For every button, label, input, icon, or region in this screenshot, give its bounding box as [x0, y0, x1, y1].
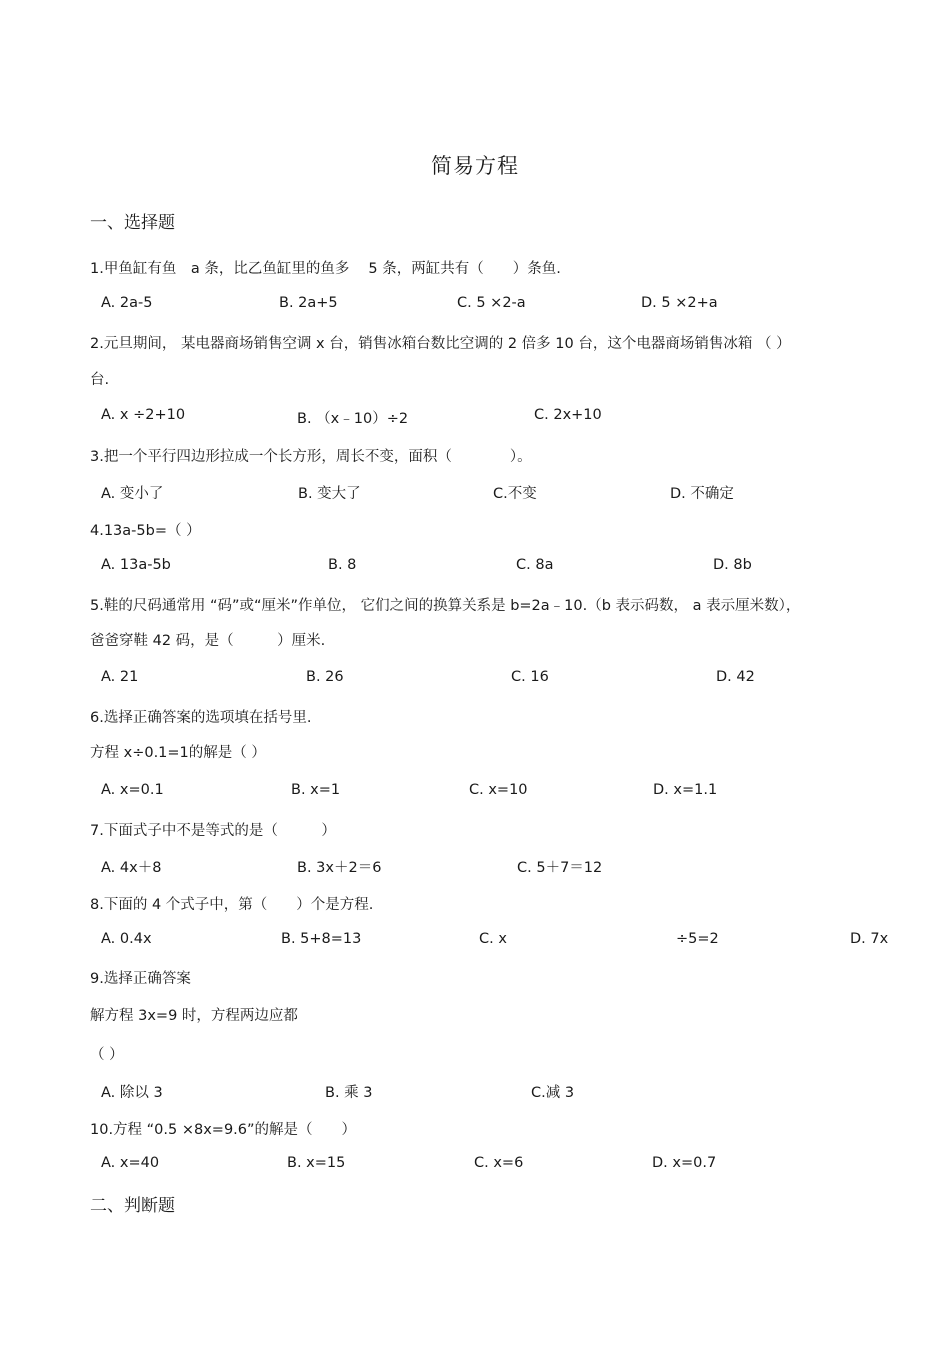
question-10-option-c[interactable]: C. x=6 [474, 1155, 524, 1171]
question-1-option-d[interactable]: D. 5 ×2+a [641, 295, 718, 311]
question-5-option-a[interactable]: A. 21 [101, 669, 139, 685]
section-heading-choice: 一、选择题 [90, 213, 175, 233]
question-9-option-a[interactable]: A. 除以 3 [101, 1085, 163, 1101]
question-2-option-a[interactable]: A. x ÷2+10 [101, 407, 186, 423]
question-10-option-d[interactable]: D. x=0.7 [652, 1155, 717, 1171]
question-1-option-c[interactable]: C. 5 ×2-a [457, 295, 526, 311]
question-6-option-a[interactable]: A. x=0.1 [101, 782, 164, 798]
question-5-option-b[interactable]: B. 26 [306, 669, 344, 685]
question-5-text: 5.鞋的尺码通常用 “码”或“厘米”作单位， 它们之间的换算关系是 b=2a﹣10.（b 表示码数， a 表示厘米数）， [90, 598, 801, 614]
question-6-option-b[interactable]: B. x=1 [291, 782, 341, 798]
question-3-text: 3.把一个平行四边形拉成一个长方形，周长不变，面积（ ）。 [90, 449, 532, 465]
question-6-text-cont: 方程 x÷0.1=1的解是（ ） [90, 745, 266, 761]
question-5-option-c[interactable]: C. 16 [511, 669, 549, 685]
question-8-text: 8.下面的 4 个式子中，第（ ）个是方程. [90, 897, 374, 913]
question-8-option-c-tail: ÷5=2 [676, 931, 719, 947]
question-9-option-b[interactable]: B. 乘 3 [325, 1085, 373, 1101]
question-1-option-b[interactable]: B. 2a+5 [279, 295, 338, 311]
question-10-option-b[interactable]: B. x=15 [287, 1155, 346, 1171]
question-6-text: 6.选择正确答案的选项填在括号里. [90, 710, 312, 726]
question-8-option-c[interactable]: C. x [479, 931, 507, 947]
question-7-option-a[interactable]: A. 4x＋8 [101, 860, 162, 876]
question-9-blank: （ ） [90, 1047, 124, 1063]
question-2-option-c[interactable]: C. 2x+10 [534, 407, 602, 423]
question-3-option-c[interactable]: C.不变 [493, 486, 537, 502]
question-3-option-b[interactable]: B. 变大了 [298, 486, 361, 502]
question-10-option-a[interactable]: A. x=40 [101, 1155, 160, 1171]
question-7-text: 7.下面式子中不是等式的是（ ） [90, 823, 336, 839]
question-2-text: 2.元旦期间， 某电器商场销售空调 x 台，销售冰箱台数比空调的 2 倍多 10 台，这个电器商场销售冰箱 （ ） [90, 336, 791, 352]
question-9-text-cont: 解方程 3x=9 时，方程两边应都 [90, 1008, 298, 1024]
question-3-option-a[interactable]: A. 变小了 [101, 486, 164, 502]
question-2-option-b[interactable]: B. （x﹣10）÷2 [297, 411, 409, 427]
question-4-option-d[interactable]: D. 8b [713, 557, 752, 573]
question-8-option-b[interactable]: B. 5+8=13 [281, 931, 362, 947]
question-6-option-d[interactable]: D. x=1.1 [653, 782, 718, 798]
section-heading-judgment: 二、判断题 [90, 1196, 175, 1216]
question-5-option-d[interactable]: D. 42 [716, 669, 755, 685]
question-4-text: 4.13a-5b=（ ） [90, 523, 201, 539]
question-6-option-c[interactable]: C. x=10 [469, 782, 528, 798]
question-3-option-d[interactable]: D. 不确定 [670, 486, 734, 502]
question-1-option-a[interactable]: A. 2a-5 [101, 295, 153, 311]
question-2-text-cont: 台. [90, 372, 110, 388]
question-8-option-a[interactable]: A. 0.4x [101, 931, 152, 947]
question-4-option-b[interactable]: B. 8 [328, 557, 357, 573]
question-8-option-d[interactable]: D. 7x [850, 931, 889, 947]
question-4-option-c[interactable]: C. 8a [516, 557, 554, 573]
question-1-text: 1.甲鱼缸有鱼 a 条，比乙鱼缸里的鱼多 5 条，两缸共有（ ）条鱼. [90, 261, 561, 277]
question-9-text: 9.选择正确答案 [90, 971, 191, 987]
question-4-option-a[interactable]: A. 13a-5b [101, 557, 171, 573]
question-7-option-c[interactable]: C. 5＋7＝12 [517, 860, 603, 876]
question-7-option-b[interactable]: B. 3x＋2＝6 [297, 860, 382, 876]
question-9-option-c[interactable]: C.减 3 [531, 1085, 575, 1101]
question-10-text: 10.方程 “0.5 ×8x=9.6”的解是（ ） [90, 1122, 357, 1138]
page-title: 简易方程 [431, 154, 519, 178]
question-5-text-cont: 爸爸穿鞋 42 码，是（ ）厘米. [90, 633, 326, 649]
